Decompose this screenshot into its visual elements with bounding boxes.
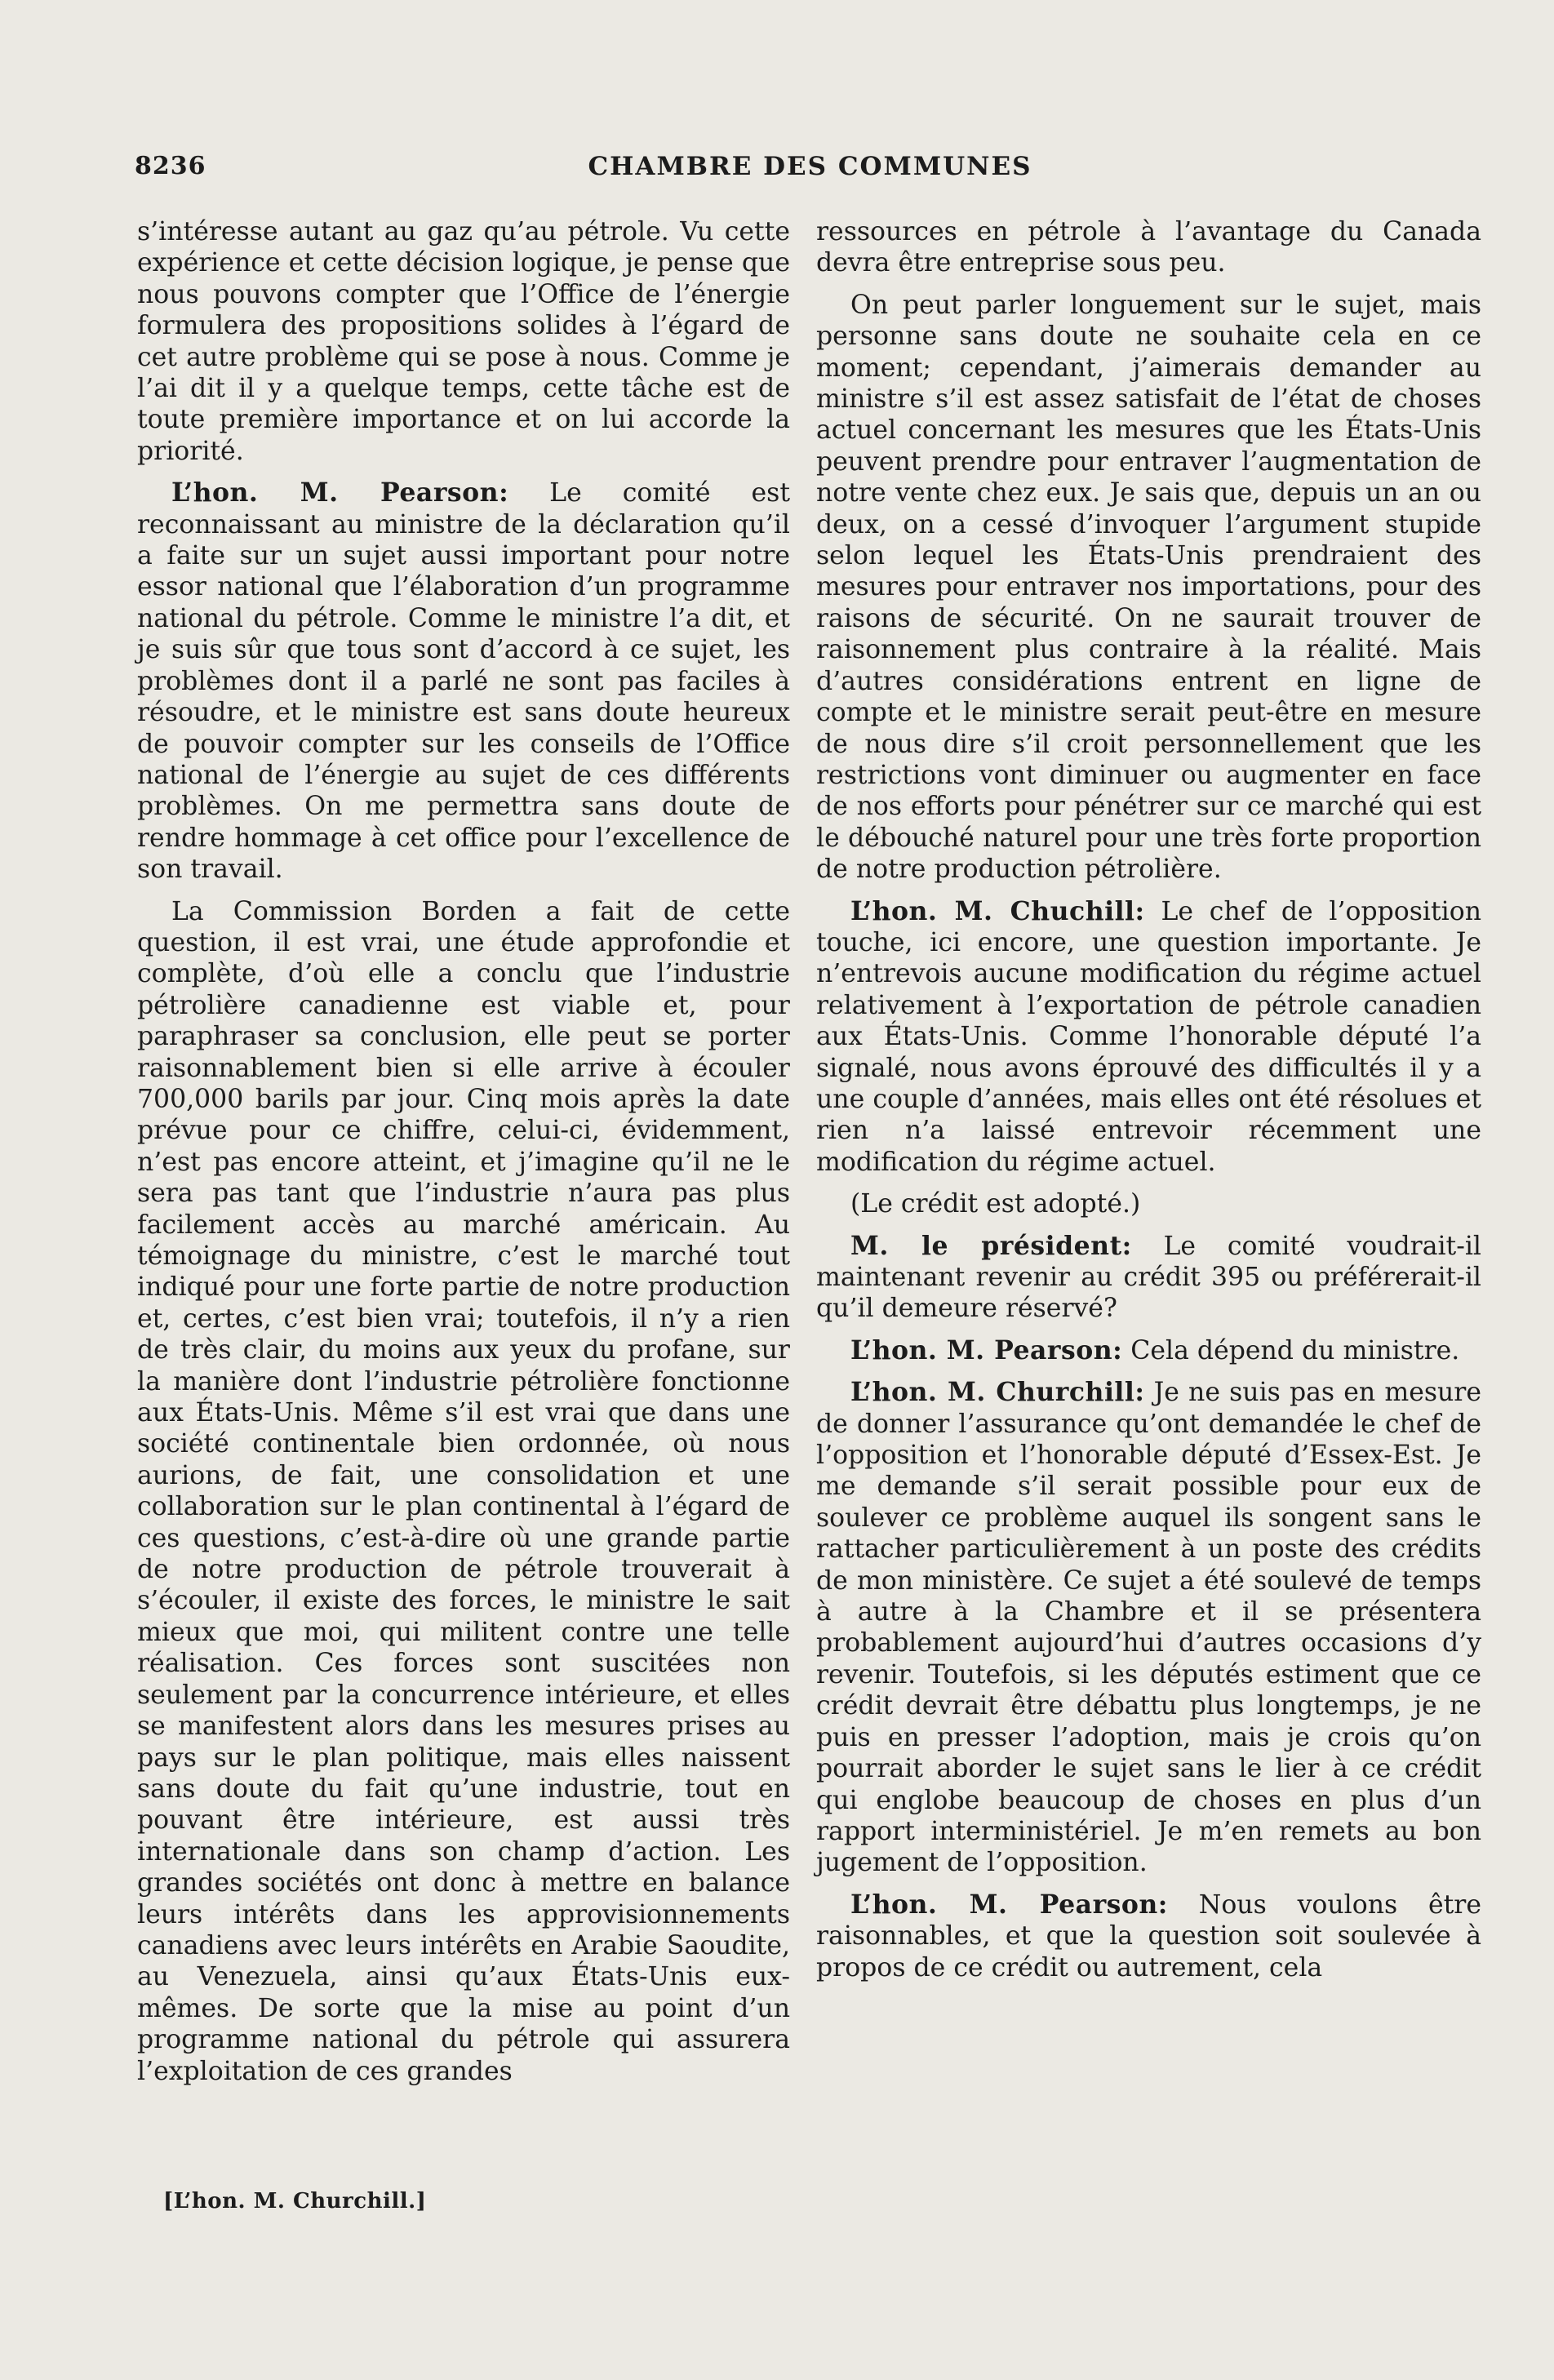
left-column — [137, 216, 790, 2098]
right-column — [816, 216, 1481, 1994]
paragraph: ressources en pétrole à l’avantage du Canada devra être entreprise sous peu. — [816, 217, 1481, 278]
paragraph: La Commission Borden a fait de cette question, il est vrai, une étude approfondie et complète, d’où elle a conclu que l’industrie pétrolière canadienne est viable et, pour paraphraser sa conclusion, elle peut se porter raisonnablement bien si elle arrive à écouler 700,000 barils par jour. Cinq mois après la date prévue pour ce chiffre, celui-ci, évidemment, n’est pas encore atteint, et j’imagine qu’il ne le sera pas tant que l’industrie n’aura pas plus facilement accès au marché américain. Au témoignage du ministre, c’est le marché tout indiqué pour une forte partie de notre production et, certes, c’est bien vrai; toutefois, il n’y a rien de très clair, du moins aux yeux du profane, sur la manière dont l’industrie pétrolière fonctionne aux États-Unis. Même s’il est vrai que dans une société continentale bien ordonnée, où nous aurions, de fait, une consolidation et une collaboration sur le plan continental à l’égard de ces questions, c’est-à-dire où une grande partie de notre production de pétrole trouverait à s’écouler, il existe des forces, le ministre le sait mieux que moi, qui militent contre une telle réalisation. Ces forces sont suscitées non seulement par la concurrence intérieure, et elles se manifestent alors dans les mesures prises au pays sur le plan politique, mais elles naissent sans doute du fait qu’une industrie, tout en pouvant être intérieure, est aussi très internationale dans son champ d’action. Les grandes sociétés ont donc à mettre en balance leurs intérêts dans les approvisionnements canadiens avec leurs intérêts en Arabie Saoudite, au Venezuela, ainsi qu’aux États-Unis eux-mêmes. De sorte que la mise au point d’un programme national du pétrole qui assurera l’exploitation de ces grandes — [137, 896, 790, 2086]
speaker-name: L’hon. M. Churchill: — [850, 1377, 1145, 1408]
paragraph: On peut parler longuement sur le sujet, mais personne sans doute ne souhaite cela en ce moment; cependant, j’aimerais demander au ministre s’il est assez satisfait de l’état de choses actuel concernant les mesures que les États-Unis peuvent prendre pour entraver l’augmentation de notre vente chez eux. Je sais que, depuis un an ou deux, on a cessé d’invoquer l’argument stupide selon lequel les États-Unis prendraient des mesures pour entraver nos importations, pour des raisons de sécurité. On ne saurait trouver de raisonnement plus contraire à la réalité. Mais d’autres considérations entrent en ligne de compte et le ministre serait peut-être en mesure de nous dire s’il croit personnellement que les restrictions vont diminuer ou augmenter en face de nos efforts pour pénétrer sur ce marché qui est le débouché naturel pour une très forte proportion de notre production pétrolière. — [816, 290, 1481, 885]
speech — [816, 896, 1481, 1179]
speech-text: Nous voulons être raisonnables, et que la question soit soulevée à propos de ce crédit ou autrement, cela — [816, 1889, 1481, 1983]
speaker-name: L’hon. M. Pearson: — [850, 1889, 1168, 1920]
footer-speaker-text: [L’hon. M. Churchill.] — [163, 2189, 427, 2213]
speech-text: Le comité est reconnaissant au ministre de la déclaration qu’il a faite sur un sujet aussi important pour notre essor national que l’élaboration d’un programme national du pétrole. Comme le ministre l’a dit, et je suis sûr que tous sont d’accord à ce sujet, les problèmes dont il a parlé ne sont pas faciles à résoudre, et le ministre est sans doute heureux de pouvoir compter sur les conseils de l’Office national de l’énergie au sujet de ces différents problèmes. On me permettra sans doute de rendre hommage à cet office pour l’excellence de son travail. — [137, 478, 790, 885]
procedural-note: (Le crédit est adopté.) — [850, 1189, 1141, 1219]
speech — [816, 1335, 1481, 1366]
speech — [816, 1231, 1481, 1325]
speech — [816, 1377, 1481, 1879]
speaker-name: L’hon. M. Pearson: — [850, 1334, 1123, 1365]
paragraph: s’intéresse autant au gaz qu’au pétrole. Vu cette expérience et cette décision logique, je pense que nous pouvons compter que l’Office de l’énergie formulera des propositions solides à l’égard de cet autre problème qui se pose à nous. Comme je l’ai dit il y a quelque temps, cette tâche est de toute première importance et on lui accorde la priorité. — [137, 217, 790, 466]
speech — [137, 477, 790, 885]
speech-text: Cela dépend du ministre. — [1122, 1335, 1460, 1365]
page-number: 8236 — [135, 152, 206, 180]
speaker-name: L’hon. M. Chuchill: — [850, 895, 1145, 926]
speaker-name: L’hon. M. Pearson: — [171, 477, 509, 508]
running-head: CHAMBRE DES COMMUNES — [588, 152, 1032, 181]
speech-text: Je ne suis pas en mesure de donner l’assurance qu’ont demandée le chef de l’opposition et l’honorable député d’Essex-Est. Je me demande s’il serait possible pour eux de soulever ce problème auquel ils songent sans le rattacher particulièrement à un poste des crédits de mon ministère. Ce sujet a été soulevé de temps à autre à la Chambre et il se présentera probablement aujourd’hui d’autres occasions d’y revenir. Toutefois, si les députés estiment que ce crédit devrait être débattu plus longtemps, je ne puis en presser l’adoption, mais je crois qu’on pourrait aborder le sujet sans le lier à ce crédit qui englobe beaucoup de choses en plus d’un rapport interministériel. Je m’en remets au bon jugement de l’opposition. — [816, 1378, 1481, 1878]
speech — [816, 1889, 1481, 1983]
page-header — [135, 152, 1485, 188]
speaker-name: M. le président: — [850, 1230, 1132, 1261]
footer-speaker-tag — [163, 2189, 426, 2213]
speech-text: Le comité voudrait-il maintenant revenir au crédit 395 ou préférerait-il qu’il demeure réservé? — [816, 1231, 1481, 1324]
speech-text: Le chef de l’opposition touche, ici encore, une question importante. Je n’entrevois aucune modification du régime actuel relativement à l’exportation de pétrole canadien aux États-Unis. Comme l’honorable député l’a signalé, nous avons éprouvé des difficultés il y a une couple d’années, mais elles ont été résolues et rien n’a laissé entrevoir récemment une modification du régime actuel. — [816, 896, 1481, 1177]
